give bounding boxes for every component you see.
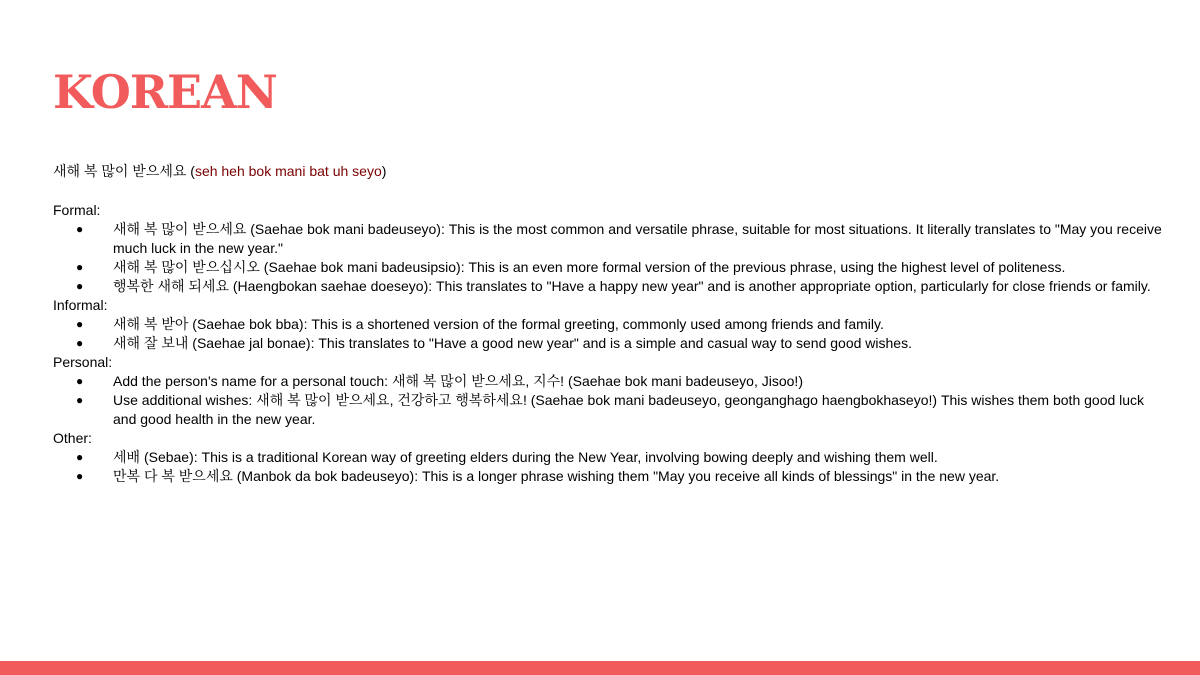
list-item [53,258,1163,277]
bullet-icon: ● [76,260,84,274]
list-item-text: 세배 (Sebae): This is a traditional Korean way of greeting elders during the New Year, involving bowing deeply and wishing them well. [113,449,938,465]
bullet-icon: ● [76,469,84,483]
section-list [53,448,1163,486]
list-item [53,220,1163,258]
list-item [53,391,1163,429]
list-item-text: 새해 복 많이 받으세요 (Saehae bok mani badeuseyo): This is the most common and versatile phrase, suitable for most situations. It literally translates to "May you receive much luck in the new year." [113,221,1162,256]
list-item [53,467,1163,486]
section-informal [53,296,1163,353]
main-phrase-korean: 새해 복 많이 받으세요 ( [53,163,195,179]
bullet-icon: ● [76,374,84,388]
bullet-icon: ● [76,393,84,407]
bullet-icon: ● [76,279,84,293]
bullet-icon: ● [76,317,84,331]
list-item-text: 행복한 새해 되세요 (Haengbokan saehae doeseyo): This translates to "Have a happy new year" and is another appropriate option, particularly for close friends or family. [113,278,1151,294]
section-label: Informal: [53,297,108,313]
spacer [53,181,1163,201]
section-list [53,315,1163,353]
slide-title: KOREAN [53,65,277,119]
list-item-text: 새해 복 받아 (Saehae bok bba): This is a shortened version of the formal greeting, commonly used among friends and family. [113,316,884,332]
section-other [53,429,1163,486]
list-item [53,372,1163,391]
list-item [53,334,1163,353]
main-phrase-close: ) [381,163,387,179]
section-formal [53,201,1163,296]
list-item [53,448,1163,467]
list-item [53,315,1163,334]
main-phrase [53,161,1163,181]
bullet-icon: ● [76,450,84,464]
list-item-text: 새해 복 많이 받으십시오 (Saehae bok mani badeusipsio): This is an even more formal version of the previous phrase, using the highest level of politeness. [113,259,1066,275]
list-item-text: 새해 잘 보내 (Saehae jal bonae): This translates to "Have a good new year" and is a simple and casual way to send good wishes. [113,335,912,351]
main-phrase-pronunciation: seh heh bok mani bat uh seyo [194,163,382,179]
bottom-accent-bar [0,661,1200,675]
section-label: Other: [53,430,92,446]
list-item-text: Add the person's name for a personal touch: 새해 복 많이 받으세요, 지수! (Saehae bok mani badeuseyo, Jisoo!) [113,373,803,389]
list-item-text: Use additional wishes: 새해 복 많이 받으세요, 건강하고 행복하세요! (Saehae bok mani badeuseyo, geonganghago haengbokhaseyo!) This wishes them both good luck and good health in the new year. [113,392,1145,427]
section-list [53,372,1163,429]
slide-content [53,161,1163,486]
section-label: Personal: [53,354,113,370]
list-item-text: 만복 다 복 받으세요 (Manbok da bok badeuseyo): This is a longer phrase wishing them "May you receive all kinds of blessings" in the new year. [113,468,1000,484]
section-personal [53,353,1163,429]
section-list [53,220,1163,296]
bullet-icon: ● [76,336,84,350]
bullet-icon: ● [76,222,84,236]
section-label: Formal: [53,202,101,218]
list-item [53,277,1163,296]
